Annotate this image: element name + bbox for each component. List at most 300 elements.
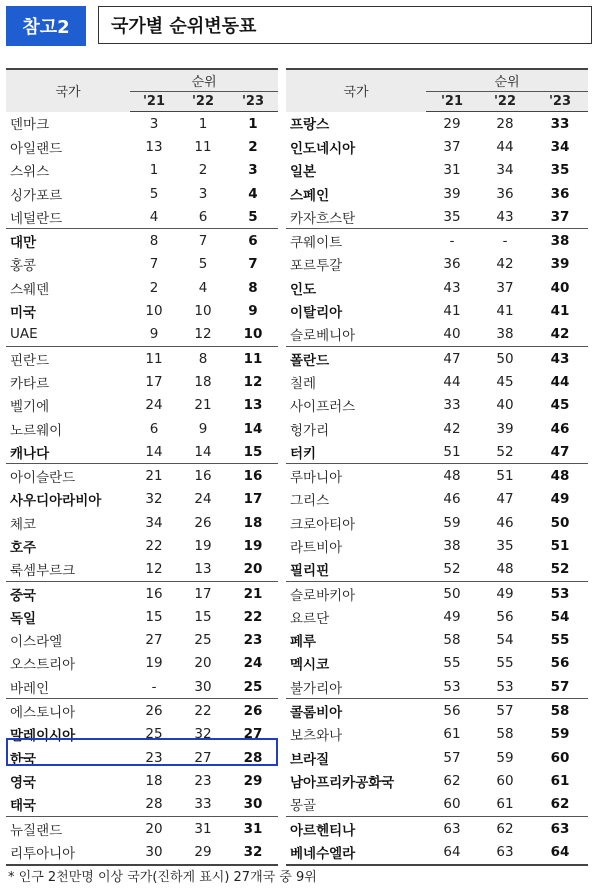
table-row (6, 370, 278, 393)
year-header: '23 (228, 92, 278, 112)
table-row (286, 746, 588, 769)
country-header: 국가 (6, 69, 130, 112)
country-cell: 덴마크 (10, 117, 50, 134)
rank-cell: 3 (248, 162, 258, 179)
rank-cell: 29 (243, 772, 263, 789)
rank-cell: 57 (550, 678, 570, 695)
country-cell: 싱가포르 (10, 187, 63, 204)
rank-cell: 33 (194, 796, 212, 813)
rank-cell: 64 (426, 840, 478, 864)
country-cell: 태국 (10, 798, 37, 815)
country-cell: 슬로베니아 (290, 328, 356, 345)
rank-cell: 60 (550, 749, 570, 766)
rank-cell: 56 (426, 699, 478, 723)
rank-cell: 29 (443, 115, 461, 132)
rank-cell: 48 (496, 561, 514, 578)
rank-cell: 27 (194, 749, 212, 766)
rank-cell: 50 (478, 346, 532, 370)
table-row (286, 370, 588, 393)
rank-cell: 21 (130, 464, 178, 488)
table-row (286, 323, 588, 347)
rank-cell: 6 (198, 208, 208, 225)
rank-cell: 19 (243, 537, 263, 554)
rank-cell: 2 (248, 138, 258, 155)
table-row (286, 464, 588, 488)
table-row (6, 675, 278, 699)
table-row (286, 299, 588, 322)
country-cell: 아르헨티나 (286, 816, 426, 840)
table-row (286, 182, 588, 205)
rank-cell: 25 (194, 632, 212, 649)
rank-cell: 2 (198, 162, 208, 179)
country-cell: 사우디아라비아 (10, 493, 102, 510)
rank-cell: 10 (194, 303, 212, 320)
country-cell: 미국 (10, 305, 37, 322)
table-row (286, 793, 588, 817)
country-cell: 프랑스 (290, 117, 330, 134)
rank-cell: 4 (248, 185, 258, 202)
rank-cell: 38 (532, 229, 588, 253)
table-row (6, 816, 278, 840)
rank-cell: 21 (194, 397, 212, 414)
rank-cell: 26 (228, 699, 278, 723)
table-row (6, 299, 278, 322)
rank-cell: 13 (145, 138, 163, 155)
rank-cell: 20 (194, 655, 212, 672)
country-cell: 남아프리카공화국 (290, 774, 395, 791)
table-row (286, 112, 588, 136)
rank-cell: 60 (496, 772, 514, 789)
table-row (6, 440, 278, 464)
rank-cell: 41 (550, 303, 570, 320)
country-cell: 아일랜드 (10, 140, 63, 157)
rank-cell: 53 (496, 678, 514, 695)
country-cell: 노르웨이 (10, 422, 63, 439)
country-cell: 중국 (6, 581, 130, 605)
rank-cell: 52 (443, 561, 461, 578)
rank-cell: 10 (243, 326, 263, 343)
rank-cell: 32 (228, 840, 278, 864)
table-row (6, 229, 278, 253)
rank-cell: 10 (145, 303, 163, 320)
table-row (286, 816, 588, 840)
country-cell: 크로아티아 (290, 516, 356, 533)
rank-cell: 12 (145, 561, 163, 578)
rank-cell: 34 (496, 162, 514, 179)
rank-cell: 50 (426, 581, 478, 605)
rank-cell: 15 (243, 443, 263, 460)
rank-cell: 17 (178, 581, 228, 605)
table-row (6, 699, 278, 723)
rank-cell: 9 (149, 326, 159, 343)
table-row (286, 229, 588, 253)
rank-cell: 35 (443, 208, 461, 225)
rank-cell: 15 (194, 608, 212, 625)
rank-cell: 44 (443, 373, 461, 390)
table-row (286, 534, 588, 557)
rank-cell: 57 (478, 699, 532, 723)
table-row (286, 629, 588, 652)
rank-cell: 13 (194, 561, 212, 578)
table-row (286, 675, 588, 699)
rank-cell: 1 (248, 115, 258, 132)
rank-cell: 3 (149, 115, 159, 132)
table-row (6, 205, 278, 229)
rank-cell: 43 (443, 279, 461, 296)
year-header: '23 (532, 92, 588, 112)
rank-cell: 17 (145, 373, 163, 390)
rank-cell: 49 (443, 608, 461, 625)
rank-cell: 44 (550, 373, 570, 390)
rank-cell: 27 (145, 632, 163, 649)
rank-cell: 33 (550, 115, 570, 132)
table-row (6, 159, 278, 182)
table-row (286, 699, 588, 723)
rank-cell: 64 (532, 840, 588, 864)
header (6, 6, 594, 46)
rank-cell: 39 (443, 185, 461, 202)
country-cell: 카자흐스탄 (290, 210, 356, 227)
rank-cell: 35 (550, 162, 570, 179)
rank-cell: 24 (145, 397, 163, 414)
country-cell: 몽골 (290, 798, 317, 815)
rank-cell: 16 (178, 464, 228, 488)
rank-cell: 47 (550, 443, 570, 460)
country-cell: 말레이시아 (10, 728, 76, 745)
country-cell: 칠레 (290, 375, 317, 392)
rank-cell: 23 (194, 772, 212, 789)
rank-cell: 59 (443, 514, 461, 531)
rank-cell: 57 (443, 749, 461, 766)
country-cell: 에스토니아 (6, 699, 130, 723)
rank-cell: 11 (228, 346, 278, 370)
country-cell: 콜롬비아 (286, 699, 426, 723)
country-cell: 바레인 (10, 680, 50, 697)
table-row (6, 346, 278, 370)
rank-cell: 62 (478, 816, 532, 840)
rank-cell: 54 (496, 632, 514, 649)
rank-cell: 30 (194, 678, 212, 695)
rank-cell: 15 (145, 608, 163, 625)
country-cell: 브라질 (290, 751, 330, 768)
rank-cell: 43 (532, 346, 588, 370)
rank-cell: 58 (532, 699, 588, 723)
country-cell: 사이프러스 (290, 399, 356, 416)
rank-cell: 1 (149, 162, 159, 179)
rank-header: 순위 (426, 69, 588, 92)
rank-cell: 23 (145, 749, 163, 766)
country-cell: 이탈리아 (290, 305, 343, 322)
table-row (6, 182, 278, 205)
rank-cell: - (478, 229, 532, 253)
rank-cell: 39 (496, 420, 514, 437)
country-cell: 체코 (10, 516, 37, 533)
country-cell: 네덜란드 (10, 210, 63, 227)
rank-cell: 42 (550, 326, 570, 343)
country-cell: 필리핀 (290, 563, 330, 580)
country-cell: 대만 (6, 229, 130, 253)
rank-cell: 42 (496, 256, 514, 273)
table-row (286, 394, 588, 417)
table-row (6, 511, 278, 534)
table-row (6, 253, 278, 276)
country-cell: 인도 (290, 281, 317, 298)
rank-cell: 43 (496, 208, 514, 225)
country-cell: 쿠웨이트 (286, 229, 426, 253)
rank-cell: 7 (248, 256, 258, 273)
rank-cell: 37 (496, 279, 514, 296)
rank-cell: 7 (178, 229, 228, 253)
year-header: '22 (478, 92, 532, 112)
rank-cell: 46 (496, 514, 514, 531)
rank-cell: 1 (198, 115, 208, 132)
country-cell: 헝가리 (290, 422, 330, 439)
rank-cell: 53 (443, 678, 461, 695)
rank-cell: 54 (550, 608, 570, 625)
rank-cell: 49 (550, 491, 570, 508)
rank-cell: 37 (443, 138, 461, 155)
rank-cell: 18 (243, 514, 263, 531)
table-row (6, 488, 278, 511)
rank-cell: 37 (550, 208, 570, 225)
rank-cell: 63 (532, 816, 588, 840)
rank-cell: 14 (145, 443, 163, 460)
rank-cell: 16 (130, 581, 178, 605)
rank-cell: 53 (532, 581, 588, 605)
table-row (6, 793, 278, 817)
rank-cell: 48 (532, 464, 588, 488)
rank-cell: 36 (496, 185, 514, 202)
rank-cell: 17 (243, 491, 263, 508)
rank-cell: 62 (550, 796, 570, 813)
rank-cell: 12 (194, 326, 212, 343)
table-row (6, 840, 278, 864)
rank-cell: 4 (198, 279, 208, 296)
rank-cell: 58 (443, 632, 461, 649)
country-cell: 그리스 (290, 493, 330, 510)
country-cell: 터키 (290, 445, 317, 462)
rank-cell: 32 (194, 726, 212, 743)
table-row (6, 417, 278, 440)
rank-cell: 61 (496, 796, 514, 813)
country-cell: 요르단 (290, 610, 330, 627)
rank-cell: 51 (443, 443, 461, 460)
rank-cell: 24 (194, 491, 212, 508)
rank-cell: 35 (496, 537, 514, 554)
country-cell: 인도네시아 (290, 140, 356, 157)
rank-cell: 11 (194, 138, 212, 155)
country-cell: 불가리아 (290, 680, 343, 697)
rank-cell: 14 (243, 420, 263, 437)
table-row (286, 159, 588, 182)
country-cell: 일본 (290, 164, 317, 181)
rank-cell: 16 (228, 464, 278, 488)
table-row (286, 417, 588, 440)
table-row (286, 840, 588, 864)
rank-cell: 60 (443, 796, 461, 813)
country-header: 국가 (286, 69, 426, 112)
table-row (286, 652, 588, 675)
country-cell: 뉴질랜드 (6, 816, 130, 840)
country-cell: 포르투갈 (290, 258, 343, 275)
country-cell: 캐나다 (10, 445, 50, 462)
country-cell: 리투아니아 (6, 840, 130, 864)
rank-cell: 26 (194, 514, 212, 531)
rank-cell: 36 (443, 256, 461, 273)
korea-highlight-box (6, 738, 278, 766)
rank-cell: 63 (426, 816, 478, 840)
rank-header: 순위 (130, 69, 278, 92)
country-cell: 영국 (10, 774, 37, 791)
rank-cell: 40 (496, 397, 514, 414)
rank-cell: 24 (243, 655, 263, 672)
rank-cell: 11 (130, 346, 178, 370)
table-row (286, 135, 588, 158)
country-cell: 핀란드 (6, 346, 130, 370)
rank-cell: 46 (550, 420, 570, 437)
table-row (6, 112, 278, 136)
reference-tag: 참고2 (6, 6, 86, 46)
rank-cell: 44 (496, 138, 514, 155)
rank-cell: 28 (496, 115, 514, 132)
country-cell: 폴란드 (286, 346, 426, 370)
table-row (286, 205, 588, 229)
rank-cell: 26 (130, 699, 178, 723)
rank-cell: 55 (550, 632, 570, 649)
rank-cell: 25 (145, 726, 163, 743)
rank-cell: 47 (496, 491, 514, 508)
table-row (286, 511, 588, 534)
table-row (286, 346, 588, 370)
rank-cell: 56 (496, 608, 514, 625)
rank-cell: 39 (550, 256, 570, 273)
country-cell: 카타르 (10, 375, 50, 392)
rank-cell: 20 (243, 561, 263, 578)
country-cell: 오스트리아 (10, 657, 76, 674)
country-cell: 페루 (290, 634, 317, 651)
rank-cell: 36 (550, 185, 570, 202)
table-row (6, 464, 278, 488)
rank-cell: 52 (550, 561, 570, 578)
country-cell: 이스라엘 (10, 634, 63, 651)
country-cell: 아이슬란드 (6, 464, 130, 488)
table-row (286, 276, 588, 299)
year-header: '22 (178, 92, 228, 112)
rank-cell: 47 (426, 346, 478, 370)
table-row (6, 769, 278, 792)
rank-cell: 34 (550, 138, 570, 155)
rank-cell: 8 (178, 346, 228, 370)
table-row (6, 605, 278, 628)
rank-cell: 5 (198, 256, 208, 273)
rank-cell: 6 (228, 229, 278, 253)
table-row (6, 135, 278, 158)
rank-cell: 51 (478, 464, 532, 488)
rank-cell: 34 (145, 514, 163, 531)
rank-cell: 48 (426, 464, 478, 488)
rank-cell: 32 (145, 491, 163, 508)
country-cell: 슬로바키아 (286, 581, 426, 605)
table-row (286, 440, 588, 464)
rank-cell: 41 (496, 303, 514, 320)
table-row (286, 581, 588, 605)
rank-cell: 20 (130, 816, 178, 840)
page-title: 국가별 순위변동표 (98, 6, 592, 44)
rank-cell: 23 (243, 632, 263, 649)
rank-cell: 42 (443, 420, 461, 437)
rank-cell: 30 (130, 840, 178, 864)
rank-cell: 28 (243, 749, 263, 766)
rank-cell: 49 (478, 581, 532, 605)
table-row (6, 558, 278, 582)
footnote: * 인구 2천만명 이상 국가(진하게 표시) 27개국 중 9위 (8, 870, 317, 885)
rank-cell: 13 (243, 397, 263, 414)
rank-cell: 61 (550, 772, 570, 789)
country-cell: 스웨덴 (10, 281, 50, 298)
rank-cell: 46 (443, 491, 461, 508)
rank-cell: 51 (550, 537, 570, 554)
table-row (6, 534, 278, 557)
rank-cell: 33 (443, 397, 461, 414)
country-cell: 멕시코 (290, 657, 330, 674)
rank-cell: 28 (145, 796, 163, 813)
rank-cell: 2 (149, 279, 159, 296)
rank-cell: 31 (443, 162, 461, 179)
country-cell: 스위스 (10, 164, 50, 181)
rank-cell: 40 (443, 326, 461, 343)
year-header: '21 (426, 92, 478, 112)
country-cell: 벨기에 (10, 399, 50, 416)
country-cell: 한국 (10, 751, 37, 768)
rank-cell: 61 (443, 726, 461, 743)
rank-cell: 55 (443, 655, 461, 672)
rank-cell: 22 (243, 608, 263, 625)
rank-cell: - (151, 678, 157, 695)
rank-cell: 7 (149, 256, 159, 273)
rank-cell: 3 (198, 185, 208, 202)
country-cell: 라트비아 (290, 539, 343, 556)
rank-cell: 62 (443, 772, 461, 789)
rank-cell: 29 (178, 840, 228, 864)
rank-cell: 8 (130, 229, 178, 253)
rank-cell: 58 (496, 726, 514, 743)
rank-cell: 40 (550, 279, 570, 296)
country-cell: 호주 (10, 539, 37, 556)
rank-cell: 22 (145, 537, 163, 554)
table-row (6, 581, 278, 605)
country-cell: 스페인 (290, 187, 330, 204)
rank-cell: 5 (248, 208, 258, 225)
table-row (6, 394, 278, 417)
rank-cell: 52 (496, 443, 514, 460)
rank-cell: 18 (145, 772, 163, 789)
country-cell: 베네수엘라 (286, 840, 426, 864)
table-row (286, 253, 588, 276)
rank-cell: 56 (550, 655, 570, 672)
rank-cell: 55 (496, 655, 514, 672)
rank-cell: 41 (443, 303, 461, 320)
rank-cell: 9 (248, 303, 258, 320)
rank-cell: 18 (194, 373, 212, 390)
rank-cell: 50 (550, 514, 570, 531)
rank-cell: 59 (496, 749, 514, 766)
rank-cell: 14 (194, 443, 212, 460)
table-row (6, 323, 278, 347)
rank-cell: 5 (149, 185, 159, 202)
rank-cell: 19 (145, 655, 163, 672)
rank-cell: 12 (243, 373, 263, 390)
table-row (6, 276, 278, 299)
